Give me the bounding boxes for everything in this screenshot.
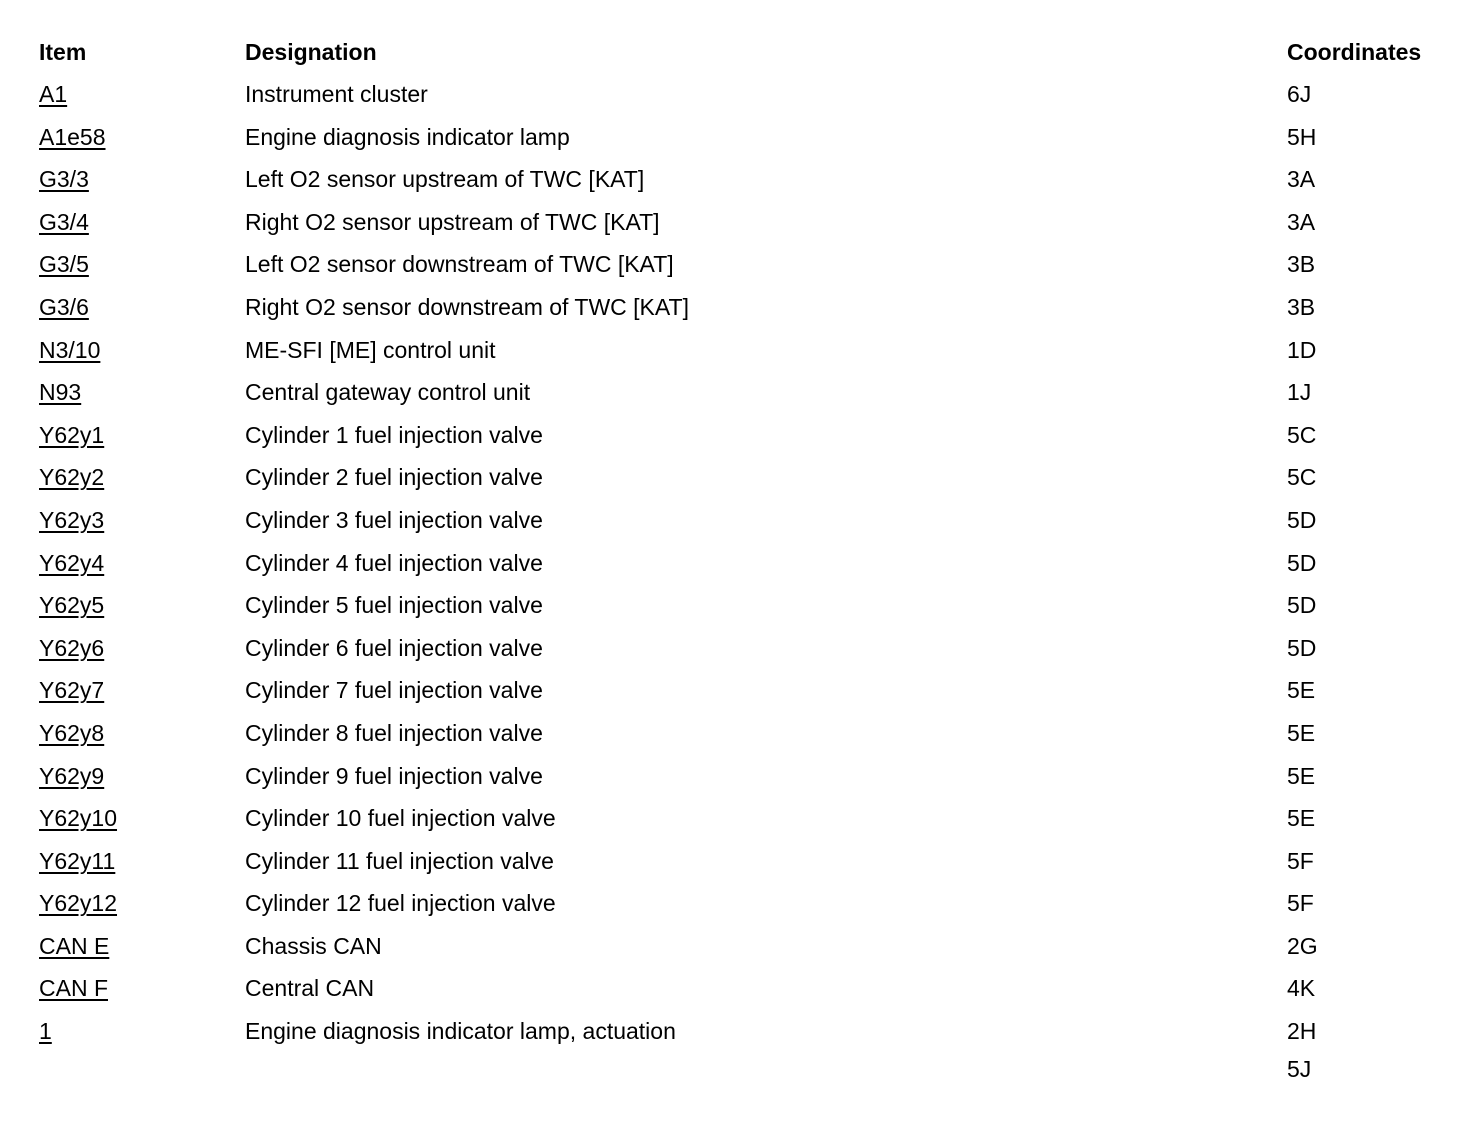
- coordinates-cell: [1287, 927, 1318, 965]
- coordinates-cell: [1287, 288, 1315, 326]
- coordinate-value: 5F: [1287, 890, 1314, 917]
- coordinates-cell: [1287, 544, 1316, 582]
- item-link[interactable]: G3/5: [39, 251, 89, 278]
- coordinate-value: 2H: [1287, 1018, 1317, 1045]
- coordinates-cell: [1287, 842, 1314, 880]
- coordinates-cell: [1287, 203, 1315, 241]
- item-link[interactable]: Y62y7: [39, 677, 105, 704]
- coordinates-cell: [1287, 1012, 1316, 1088]
- coordinate-value: 3B: [1287, 293, 1316, 320]
- designation-text: ME-SFI [ME] control unit: [245, 336, 496, 363]
- item-link[interactable]: Y62y4: [39, 549, 105, 576]
- item-link[interactable]: Y62y2: [39, 464, 105, 491]
- table-row: [39, 927, 1439, 970]
- table-body: [39, 75, 1439, 1083]
- coordinate-value: 5E: [1287, 805, 1316, 832]
- item-link[interactable]: G3/6: [39, 293, 89, 320]
- coordinate-value: 1D: [1287, 336, 1317, 363]
- item-link[interactable]: 1: [39, 1018, 52, 1045]
- item-link[interactable]: A1e58: [39, 123, 106, 150]
- coordinates-cell: [1287, 714, 1315, 752]
- item-link[interactable]: Y62y8: [39, 719, 105, 746]
- item-link[interactable]: CAN E: [39, 932, 110, 959]
- coordinate-value: 3B: [1287, 251, 1316, 278]
- table-row: [39, 160, 1439, 203]
- item-link[interactable]: G3/4: [39, 208, 89, 235]
- coordinates-column-header: Coordinates: [1287, 39, 1422, 65]
- designation-text: Cylinder 9 fuel injection valve: [245, 762, 543, 789]
- table-row: [39, 586, 1439, 629]
- designation-text: Right O2 sensor upstream of TWC [KAT]: [245, 208, 660, 235]
- table-row: [39, 1012, 1439, 1083]
- table-row: [39, 671, 1439, 714]
- item-link[interactable]: G3/3: [39, 166, 89, 193]
- designation-column-header: Designation: [245, 39, 377, 65]
- table-row: [39, 884, 1439, 927]
- item-link[interactable]: Y62y6: [39, 634, 105, 661]
- coordinate-value: 5D: [1287, 592, 1317, 619]
- designation-text: Right O2 sensor downstream of TWC [KAT]: [245, 293, 689, 320]
- coordinate-value: 5C: [1287, 421, 1317, 448]
- coordinate-value: 4K: [1287, 975, 1316, 1002]
- item-link[interactable]: N3/10: [39, 336, 101, 363]
- coordinates-cell: [1287, 118, 1316, 156]
- coordinate-value: 5E: [1287, 719, 1316, 746]
- designation-text: Left O2 sensor upstream of TWC [KAT]: [245, 166, 645, 193]
- coordinates-cell: [1287, 416, 1316, 454]
- coordinates-cell: [1287, 458, 1316, 496]
- table-row: [39, 799, 1439, 842]
- table-row: [39, 757, 1439, 800]
- item-link[interactable]: Y62y10: [39, 805, 118, 832]
- item-link[interactable]: Y62y3: [39, 506, 105, 533]
- component-legend-table: [39, 33, 1439, 1083]
- table-row: [39, 245, 1439, 288]
- coordinate-value: 1J: [1287, 379, 1312, 406]
- designation-text: Cylinder 6 fuel injection valve: [245, 634, 543, 661]
- coordinates-cell: [1287, 331, 1316, 369]
- designation-text: Instrument cluster: [245, 81, 428, 107]
- coordinates-cell: [1287, 160, 1315, 198]
- table-row: [39, 842, 1439, 885]
- table-row: [39, 75, 1439, 118]
- item-link[interactable]: A1: [39, 81, 68, 107]
- designation-text: Cylinder 7 fuel injection valve: [245, 677, 543, 704]
- table-row: [39, 331, 1439, 374]
- designation-text: Central CAN: [245, 975, 375, 1002]
- table-row: [39, 629, 1439, 672]
- designation-text: Chassis CAN: [245, 932, 382, 959]
- designation-text: Cylinder 10 fuel injection valve: [245, 805, 556, 832]
- designation-text: Left O2 sensor downstream of TWC [KAT]: [245, 251, 674, 278]
- coordinates-cell: [1287, 501, 1316, 539]
- table-row: [39, 501, 1439, 544]
- designation-text: Cylinder 8 fuel injection valve: [245, 719, 543, 746]
- coordinates-cell: [1287, 629, 1316, 667]
- item-link[interactable]: Y62y11: [39, 847, 116, 874]
- table-row: [39, 373, 1439, 416]
- coordinates-cell: [1287, 671, 1315, 709]
- coordinate-value: 6J: [1287, 81, 1312, 107]
- coordinate-value: 5E: [1287, 677, 1316, 704]
- designation-text: Cylinder 5 fuel injection valve: [245, 592, 543, 619]
- table-row: [39, 969, 1439, 1012]
- coordinate-value: 5F: [1287, 847, 1314, 874]
- coordinates-cell: [1287, 969, 1315, 1007]
- coordinate-value: 5C: [1287, 464, 1317, 491]
- designation-text: Cylinder 1 fuel injection valve: [245, 421, 543, 448]
- item-link[interactable]: Y62y1: [39, 421, 105, 448]
- coordinates-cell: [1287, 757, 1315, 795]
- coordinates-cell: [1287, 373, 1311, 411]
- coordinates-cell: [1287, 75, 1311, 113]
- designation-text: Cylinder 12 fuel injection valve: [245, 890, 556, 917]
- coordinates-cell: [1287, 884, 1314, 922]
- coordinate-value: 5D: [1287, 549, 1317, 576]
- coordinate-value: 5D: [1287, 506, 1317, 533]
- designation-text: Engine diagnosis indicator lamp, actuation: [245, 1018, 676, 1045]
- item-link[interactable]: Y62y9: [39, 762, 105, 789]
- coordinate-value: 5H: [1287, 123, 1317, 150]
- coordinate-value: 3A: [1287, 166, 1316, 193]
- item-link[interactable]: N93: [39, 379, 82, 406]
- designation-text: Cylinder 4 fuel injection valve: [245, 549, 543, 576]
- table-row: [39, 118, 1439, 161]
- table-row: [39, 288, 1439, 331]
- designation-text: Cylinder 2 fuel injection valve: [245, 464, 543, 491]
- designation-text: Central gateway control unit: [245, 379, 531, 406]
- coordinates-cell: [1287, 586, 1316, 624]
- coordinate-value: 5J: [1287, 1056, 1312, 1083]
- designation-text: Cylinder 3 fuel injection valve: [245, 506, 543, 533]
- item-link[interactable]: Y62y12: [39, 890, 118, 917]
- coordinate-value: 5E: [1287, 762, 1316, 789]
- coordinate-value: 5D: [1287, 634, 1317, 661]
- coordinate-value: 2G: [1287, 932, 1318, 959]
- table-row: [39, 458, 1439, 501]
- table-row: [39, 416, 1439, 459]
- designation-text: Engine diagnosis indicator lamp: [245, 123, 570, 150]
- coordinate-value: 3A: [1287, 208, 1316, 235]
- item-link[interactable]: Y62y5: [39, 592, 105, 619]
- item-column-header: Item: [39, 39, 87, 65]
- item-link[interactable]: CAN F: [39, 975, 108, 1002]
- table-row: [39, 714, 1439, 757]
- table-row: [39, 203, 1439, 246]
- table-row: [39, 544, 1439, 587]
- coordinates-cell: [1287, 245, 1315, 283]
- designation-text: Cylinder 11 fuel injection valve: [245, 847, 554, 874]
- coordinates-cell: [1287, 799, 1315, 837]
- table-header: [39, 33, 1439, 75]
